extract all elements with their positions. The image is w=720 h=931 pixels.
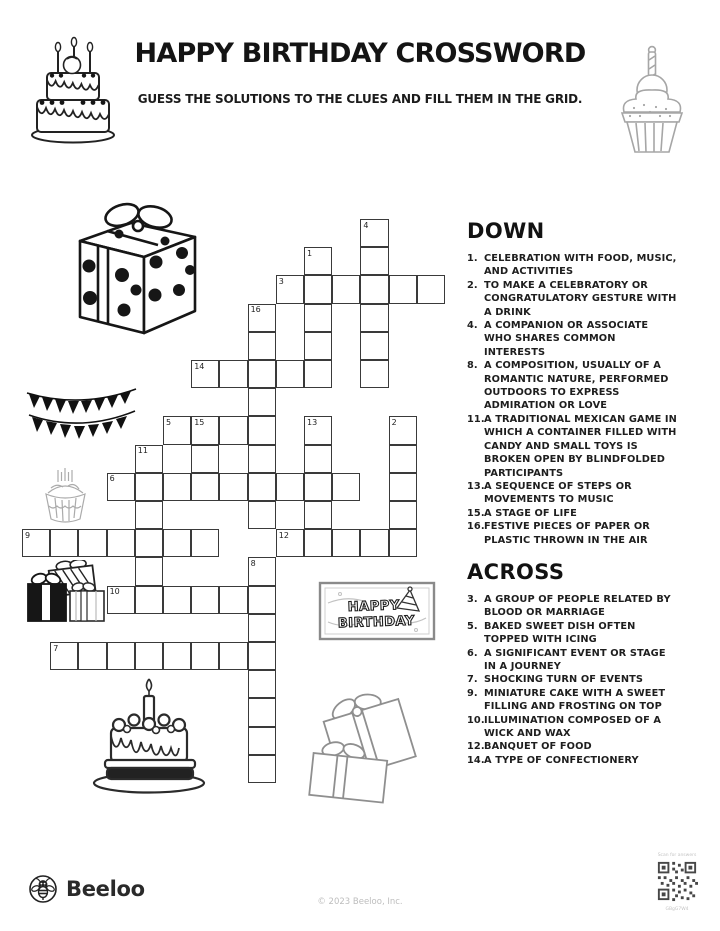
crossword-grid xyxy=(22,219,452,789)
grid-cell-number: 14 xyxy=(194,361,205,371)
grid-cell[interactable] xyxy=(191,529,219,557)
clue-number: 6. xyxy=(467,647,478,659)
clue-text: A SEQUENCE OF STEPS OR MOVEMENTS TO MUSIC xyxy=(484,480,632,506)
qr-block xyxy=(648,853,706,913)
grid-cell[interactable] xyxy=(248,360,276,388)
clue-text: A COMPOSITION, USUALLY OF A ROMANTIC NATURE, PERFORMED OUTDOORS TO EXPRESS ADMIRATION OR LOVE xyxy=(484,360,669,412)
clue-text: ILLUMINATION COMPOSED OF A WICK AND WAX xyxy=(484,714,662,740)
clue-item xyxy=(467,252,677,279)
clue-number: 10. xyxy=(467,714,485,726)
grid-cell[interactable] xyxy=(135,557,163,585)
clue-number: 9. xyxy=(467,687,478,699)
grid-cell[interactable] xyxy=(219,360,247,388)
grid-cell[interactable] xyxy=(332,473,360,501)
grid-cell[interactable] xyxy=(360,304,388,332)
grid-cell[interactable] xyxy=(248,388,276,416)
grid-cell-number: 2 xyxy=(391,417,397,427)
grid-cell-number: 6 xyxy=(109,474,115,484)
grid-cell[interactable] xyxy=(332,529,360,557)
grid-cell[interactable] xyxy=(304,332,332,360)
clue-text: A TYPE OF CONFECTIONERY xyxy=(484,754,639,766)
page-subtitle: GUESS THE SOLUTIONS TO THE CLUES AND FILL THEM IN THE GRID. xyxy=(137,92,583,106)
grid-cell[interactable] xyxy=(191,445,219,473)
grid-cell[interactable] xyxy=(78,642,106,670)
grid-cell[interactable] xyxy=(276,360,304,388)
birthday-cake-icon xyxy=(22,36,124,146)
grid-cell-number: 4 xyxy=(363,220,369,230)
clue-text: MINIATURE CAKE WITH A SWEET FILLING AND FROSTING ON TOP xyxy=(484,687,666,713)
grid-cell-number: 8 xyxy=(250,558,256,568)
grid-cell-number: 11 xyxy=(137,446,148,456)
grid-cell[interactable] xyxy=(389,529,417,557)
clue-number: 4. xyxy=(467,320,478,332)
grid-cell[interactable] xyxy=(107,642,135,670)
grid-cell[interactable] xyxy=(248,416,276,444)
grid-cell-number: 3 xyxy=(278,276,284,286)
clue-number: 13. xyxy=(467,480,485,492)
qr-caption-top: Scan for answers xyxy=(657,853,697,858)
clue-text: A TRADITIONAL MEXICAN GAME IN WHICH A CONTAINER FILLED WITH CANDY AND SMALL TOYS IS BROKEN OPEN BY BLINDFOLDED PARTICIPANTS xyxy=(484,413,677,479)
down-clue-list xyxy=(467,252,677,547)
grid-cell-number: 9 xyxy=(25,530,31,540)
sign-text-happy: HAPPY xyxy=(347,598,400,615)
grid-cell[interactable] xyxy=(191,586,219,614)
grid-cell[interactable] xyxy=(248,501,276,529)
clue-number: 11. xyxy=(467,413,485,425)
grid-cell[interactable] xyxy=(360,275,388,303)
grid-cell[interactable] xyxy=(389,445,417,473)
grid-cell[interactable] xyxy=(78,529,106,557)
clue-text: CELEBRATION WITH FOOD, MUSIC, AND ACTIVITIES xyxy=(484,253,677,278)
clue-number: 15. xyxy=(467,507,485,519)
grid-cell[interactable] xyxy=(360,360,388,388)
grid-cell[interactable] xyxy=(163,529,191,557)
grid-cell[interactable] xyxy=(219,473,247,501)
grid-cell[interactable] xyxy=(304,445,332,473)
grid-cell[interactable] xyxy=(248,642,276,670)
clue-number: 12. xyxy=(467,741,485,753)
grid-cell[interactable] xyxy=(304,501,332,529)
clue-number: 16. xyxy=(467,521,485,533)
grid-cell-number: 15 xyxy=(194,417,205,427)
copyright-text: © 2023 Beeloo, Inc. xyxy=(317,897,403,907)
across-heading: ACROSS xyxy=(467,560,565,584)
grid-cell-number: 10 xyxy=(109,587,120,597)
clue-text: A STAGE OF LIFE xyxy=(484,507,577,519)
clue-text: A COMPANION OR ASSOCIATE WHO SHARES COMMON INTERESTS xyxy=(484,320,649,358)
grid-cell[interactable] xyxy=(248,445,276,473)
grid-cell[interactable] xyxy=(50,529,78,557)
grid-cell-number: 5 xyxy=(166,417,172,427)
clue-number: 8. xyxy=(467,360,478,372)
clue-item xyxy=(467,593,677,620)
grid-cell[interactable] xyxy=(135,473,163,501)
clue-text: A GROUP OF PEOPLE RELATED BY BLOOD OR MARRIAGE xyxy=(484,594,671,619)
grid-cell[interactable] xyxy=(135,501,163,529)
grid-cell[interactable] xyxy=(248,755,276,783)
clue-item xyxy=(467,480,677,507)
page-title: HAPPY BIRTHDAY CROSSWORD xyxy=(134,38,586,69)
grid-cell[interactable] xyxy=(219,586,247,614)
grid-cell[interactable] xyxy=(248,473,276,501)
grid-cell-number: 16 xyxy=(250,305,261,315)
grid-cell[interactable] xyxy=(163,642,191,670)
grid-cell[interactable] xyxy=(219,642,247,670)
clue-text: BANQUET OF FOOD xyxy=(484,741,592,753)
sign-text-birthday: BIRTHDAY xyxy=(337,613,416,632)
grid-cell-number: 12 xyxy=(278,530,289,540)
grid-cell[interactable] xyxy=(248,614,276,642)
clue-item xyxy=(467,673,677,686)
grid-cell[interactable] xyxy=(389,501,417,529)
grid-cell-number: 7 xyxy=(53,643,59,653)
clue-text: FESTIVE PIECES OF PAPER OR PLASTIC THROWN IN THE AIR xyxy=(484,521,650,546)
brand-name: Beeloo xyxy=(66,877,145,901)
clue-number: 14. xyxy=(467,754,485,766)
clue-number: 7. xyxy=(467,674,478,686)
grid-cell-number: 1 xyxy=(307,248,313,258)
grid-cell[interactable] xyxy=(304,529,332,557)
grid-cell[interactable] xyxy=(191,473,219,501)
grid-cell[interactable] xyxy=(248,586,276,614)
grid-cell[interactable] xyxy=(304,360,332,388)
clue-number: 5. xyxy=(467,620,478,632)
clue-item xyxy=(467,714,677,741)
grid-cell-number: 13 xyxy=(307,417,318,427)
grid-cell[interactable] xyxy=(304,275,332,303)
clue-text: A SIGNIFICANT EVENT OR STAGE IN A JOURNEY xyxy=(484,647,666,673)
clue-item xyxy=(467,319,677,359)
grid-cell[interactable] xyxy=(135,586,163,614)
grid-cell[interactable] xyxy=(304,304,332,332)
grid-cell[interactable] xyxy=(248,332,276,360)
grid-cell[interactable] xyxy=(332,275,360,303)
clue-item xyxy=(467,754,677,767)
clue-number: 1. xyxy=(467,253,478,264)
grid-cell[interactable] xyxy=(248,698,276,726)
clue-item xyxy=(467,279,677,319)
grid-cell[interactable] xyxy=(360,247,388,275)
grid-cell[interactable] xyxy=(248,727,276,755)
clue-item xyxy=(467,647,677,674)
grid-cell[interactable] xyxy=(107,529,135,557)
clue-item xyxy=(467,687,677,714)
qr-code xyxy=(656,860,698,902)
grid-cell[interactable] xyxy=(360,529,388,557)
clue-item xyxy=(467,359,677,413)
down-heading: DOWN xyxy=(467,219,545,243)
grid-cell[interactable] xyxy=(248,670,276,698)
across-clue-list xyxy=(467,593,677,767)
cupcake-icon xyxy=(600,42,700,154)
grid-cell[interactable] xyxy=(163,473,191,501)
qr-caption-bottom: GBgG7W4 xyxy=(665,907,689,912)
clue-item xyxy=(467,520,677,547)
clue-item xyxy=(467,620,677,647)
grid-cell[interactable] xyxy=(276,473,304,501)
clue-item xyxy=(467,507,677,520)
clue-item xyxy=(467,413,677,480)
grid-cell[interactable] xyxy=(135,642,163,670)
grid-cell[interactable] xyxy=(360,332,388,360)
grid-cell[interactable] xyxy=(219,416,247,444)
grid-cell[interactable] xyxy=(135,529,163,557)
clue-text: TO MAKE A CELEBRATORY OR CONGRATULATORY GESTURE WITH A DRINK xyxy=(484,279,677,318)
clue-number: 3. xyxy=(467,594,478,605)
grid-cell[interactable] xyxy=(163,586,191,614)
clue-item xyxy=(467,740,677,753)
clue-number: 2. xyxy=(467,279,478,291)
grid-cell[interactable] xyxy=(389,275,417,303)
grid-cell[interactable] xyxy=(304,473,332,501)
grid-cell[interactable] xyxy=(191,642,219,670)
clue-text: SHOCKING TURN OF EVENTS xyxy=(484,674,644,686)
down-section xyxy=(467,219,677,547)
grid-cell[interactable] xyxy=(389,473,417,501)
clue-text: BAKED SWEET DISH OFTEN TOPPED WITH ICING xyxy=(484,620,636,646)
grid-cell[interactable] xyxy=(417,275,445,303)
across-section xyxy=(467,560,677,767)
